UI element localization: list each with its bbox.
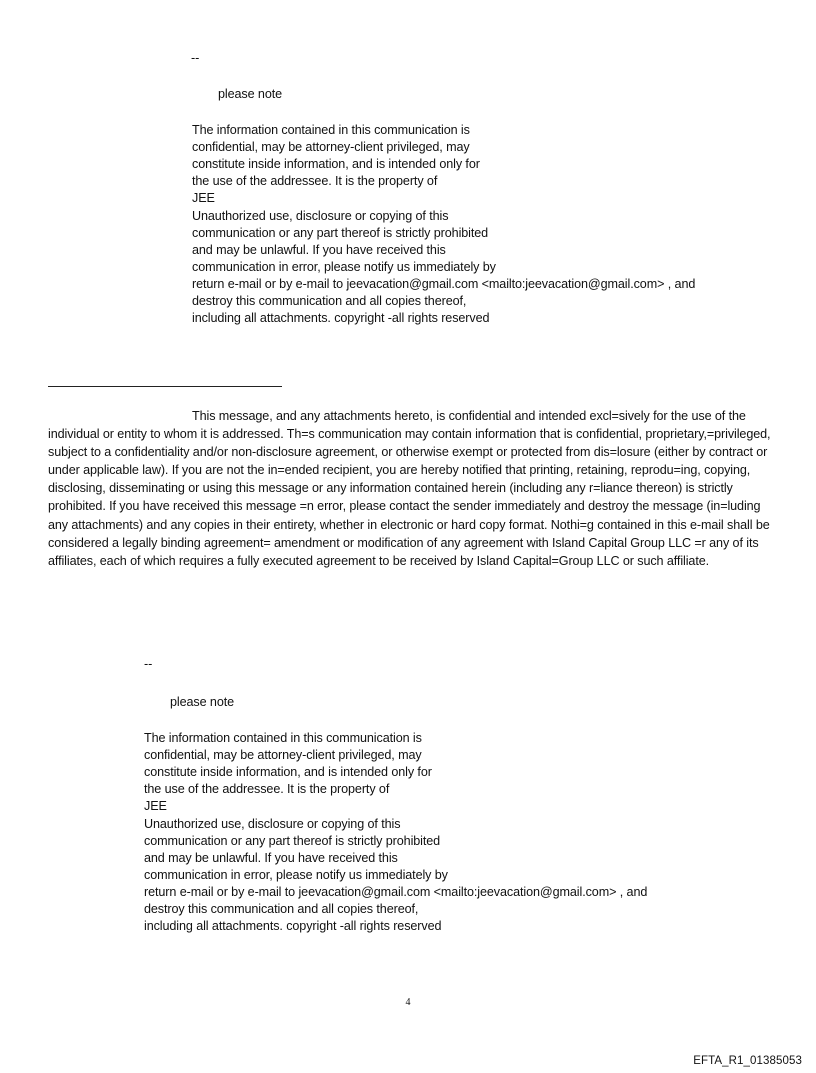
disclaimer-line: including all attachments. copyright -all rights reserved bbox=[192, 311, 490, 325]
disclaimer-line: JEE bbox=[144, 799, 167, 813]
document-id: EFTA_R1_01385053 bbox=[693, 1055, 802, 1067]
disclaimer-line: and may be unlawful. If you have received this bbox=[192, 243, 446, 257]
disclaimer-line: destroy this communication and all copies thereof, bbox=[192, 294, 467, 308]
disclaimer-line: communication or any part thereof is strictly prohibited bbox=[192, 226, 489, 240]
disclaimer-line: JEE bbox=[192, 191, 215, 205]
disclaimer-line: return e-mail or by e-mail to jeevacation@gmail.com <mailto:jeevacation@gmail.com> , and bbox=[192, 277, 696, 291]
disclaimer-line: communication in error, please notify us immediately by bbox=[144, 868, 448, 882]
disclaimer-line: and may be unlawful. If you have received this bbox=[144, 851, 398, 865]
disclaimer-line: including all attachments. copyright -all rights reserved bbox=[144, 919, 442, 933]
disclaimer-line: constitute inside information, and is intended only for bbox=[144, 765, 432, 779]
disclaimer-line: confidential, may be attorney-client privileged, may bbox=[144, 748, 422, 762]
disclaimer-line: The information contained in this communication is bbox=[144, 731, 422, 745]
disclaimer-line: The information contained in this communication is bbox=[192, 123, 470, 137]
disclaimer-line: destroy this communication and all copies thereof, bbox=[144, 902, 419, 916]
disclaimer-line: communication or any part thereof is strictly prohibited bbox=[144, 834, 441, 848]
disclaimer-line: constitute inside information, and is intended only for bbox=[192, 157, 480, 171]
disclaimer-line: confidential, may be attorney-client privileged, may bbox=[192, 140, 470, 154]
disclaimer-line: Unauthorized use, disclosure or copying of this bbox=[192, 209, 449, 223]
disclaimer-line: the use of the addressee. It is the property of bbox=[192, 174, 438, 188]
island-capital-disclaimer: This message, and any attachments hereto, is confidential and intended excl=sively for the use of the individual or entity to whom it is addressed. Th=s communication may contain information that is confidential, proprietary,=privileged, subject to a confidentiality and/or non-disclosure agreement, or otherwise exempt or protected from dis=losure (either by contract or under applicable law). If you are not the in=ended recipient, you are hereby notified that printing, retaining, reprodu=ing, copying, disclosing, disseminating or using this message or any information contained herein (including any r=liance thereon) is strictly prohibited. If you have received this message =n error, please contact the sender immediately and destroy the message (in=luding any attachments) and any copies in their entirety, whether in electronic or hard copy format. Nothi=g contained in this e-mail shall be considered a legally binding agreement= amendment or modification of any agreement with Island Capital Group LLC =r any of its affiliates, each of which requires a fully executed agreement to be received by Island Capital=Group LLC or such affiliate. bbox=[48, 409, 771, 568]
page-number: 4 bbox=[405, 997, 411, 1008]
separator-dashes: -- bbox=[191, 51, 200, 65]
disclaimer-line: Unauthorized use, disclosure or copying of this bbox=[144, 817, 401, 831]
disclaimer-line: return e-mail or by e-mail to jeevacation@gmail.com <mailto:jeevacation@gmail.com> , and bbox=[144, 885, 648, 899]
horizontal-divider bbox=[48, 386, 282, 387]
please-note-label: please note bbox=[170, 695, 235, 709]
separator-dashes: -- bbox=[144, 657, 153, 671]
disclaimer-line: the use of the addressee. It is the property of bbox=[144, 782, 390, 796]
disclaimer-line: communication in error, please notify us immediately by bbox=[192, 260, 496, 274]
please-note-label: please note bbox=[218, 87, 283, 101]
